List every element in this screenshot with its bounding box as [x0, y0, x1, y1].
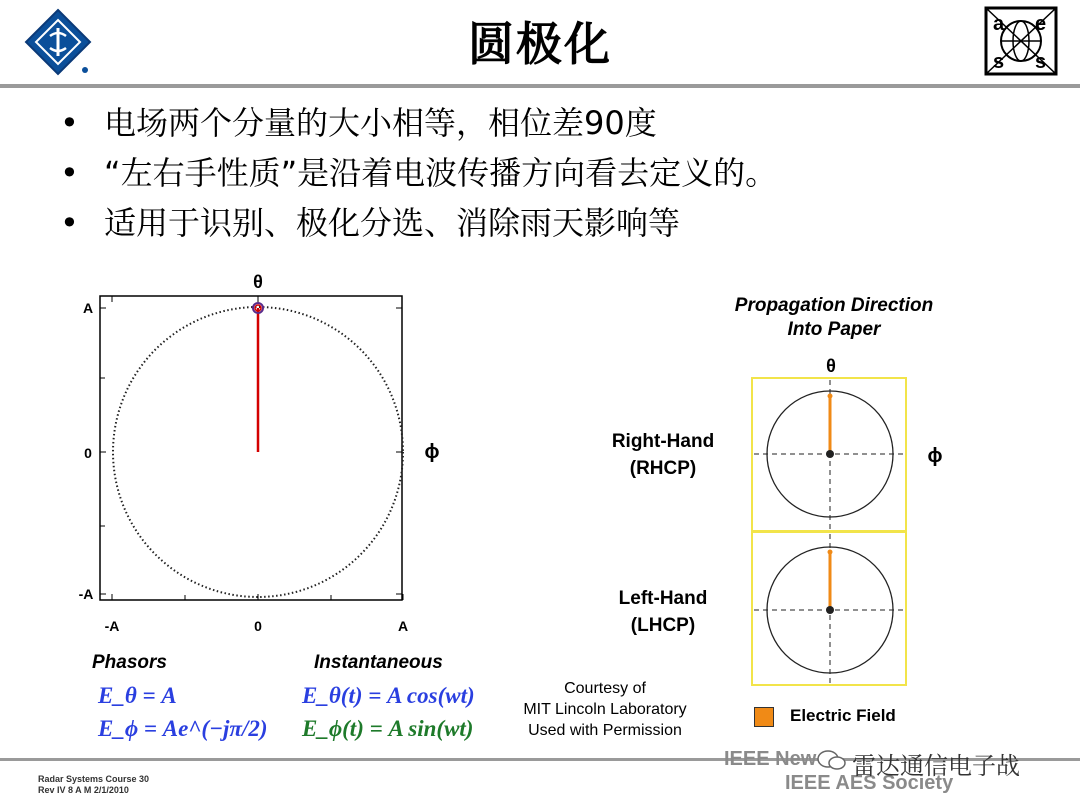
y-tick-label: -A	[78, 586, 94, 602]
legend-swatch	[754, 707, 774, 727]
svg-text:s: s	[1035, 51, 1047, 73]
svg-text:a: a	[993, 13, 1005, 35]
y-tick-label: 0	[84, 445, 92, 461]
x-tick-label: -A	[104, 618, 120, 634]
rhcp-label: Right-Hand (RHCP)	[611, 431, 715, 479]
legend-label: Electric Field	[790, 706, 896, 725]
watermark-text: 雷达通信电子战	[852, 752, 1020, 780]
x-tick-label: 0	[254, 618, 262, 634]
phasors-heading: Phasors	[92, 652, 167, 673]
svg-text:e: e	[1035, 13, 1047, 35]
inst-equation-theta: E_θ(t) = A cos(wt)	[302, 683, 475, 708]
lhcp-label: Left-Hand (LHCP)	[618, 588, 708, 636]
theta-axis-label: θ	[826, 356, 836, 376]
svg-text:s: s	[993, 51, 1005, 73]
bullet-item: • 适用于识别、极化分选、消除雨天影响等	[60, 204, 681, 242]
courtesy-note: Courtesy of MIT Lincoln Laboratory Used with Permission	[523, 680, 687, 739]
phasor-equation-theta: E_θ = A	[98, 683, 177, 708]
title-divider	[0, 84, 1080, 88]
bullet-item: • 电场两个分量的大小相等，相位差90度	[60, 104, 657, 142]
bullet-list	[60, 98, 777, 248]
phi-axis-label: ϕ	[424, 441, 440, 463]
slide-title: 圆极化	[468, 17, 612, 71]
aes-logo	[984, 6, 1058, 76]
ieee-footer-line1: IEEE New	[724, 748, 817, 770]
x-tick-label: A	[397, 618, 409, 634]
phi-axis-label: ϕ	[927, 445, 943, 467]
instantaneous-heading: Instantaneous	[314, 652, 443, 673]
y-tick-label: A	[82, 300, 94, 316]
bullet-item: • “左右手性质”是沿着电波传播方向看去定义的。	[60, 154, 778, 192]
ieee-footer-line2: IEEE AES Society	[785, 772, 954, 794]
propagation-heading: Propagation Direction Into Paper	[734, 295, 934, 340]
course-footer: Radar Systems Course 30 Rev IV 8 A M 2/1/2010	[38, 774, 150, 795]
watermark-icon	[816, 748, 846, 772]
theta-axis-label: θ	[253, 272, 263, 292]
polarization-plot	[70, 268, 450, 640]
phasor-equation-phi: E_ϕ = Ae^(−jπ/2)	[98, 716, 268, 741]
handedness-diagram	[740, 350, 960, 695]
inst-equation-phi: E_ϕ(t) = A sin(wt)	[302, 716, 474, 741]
